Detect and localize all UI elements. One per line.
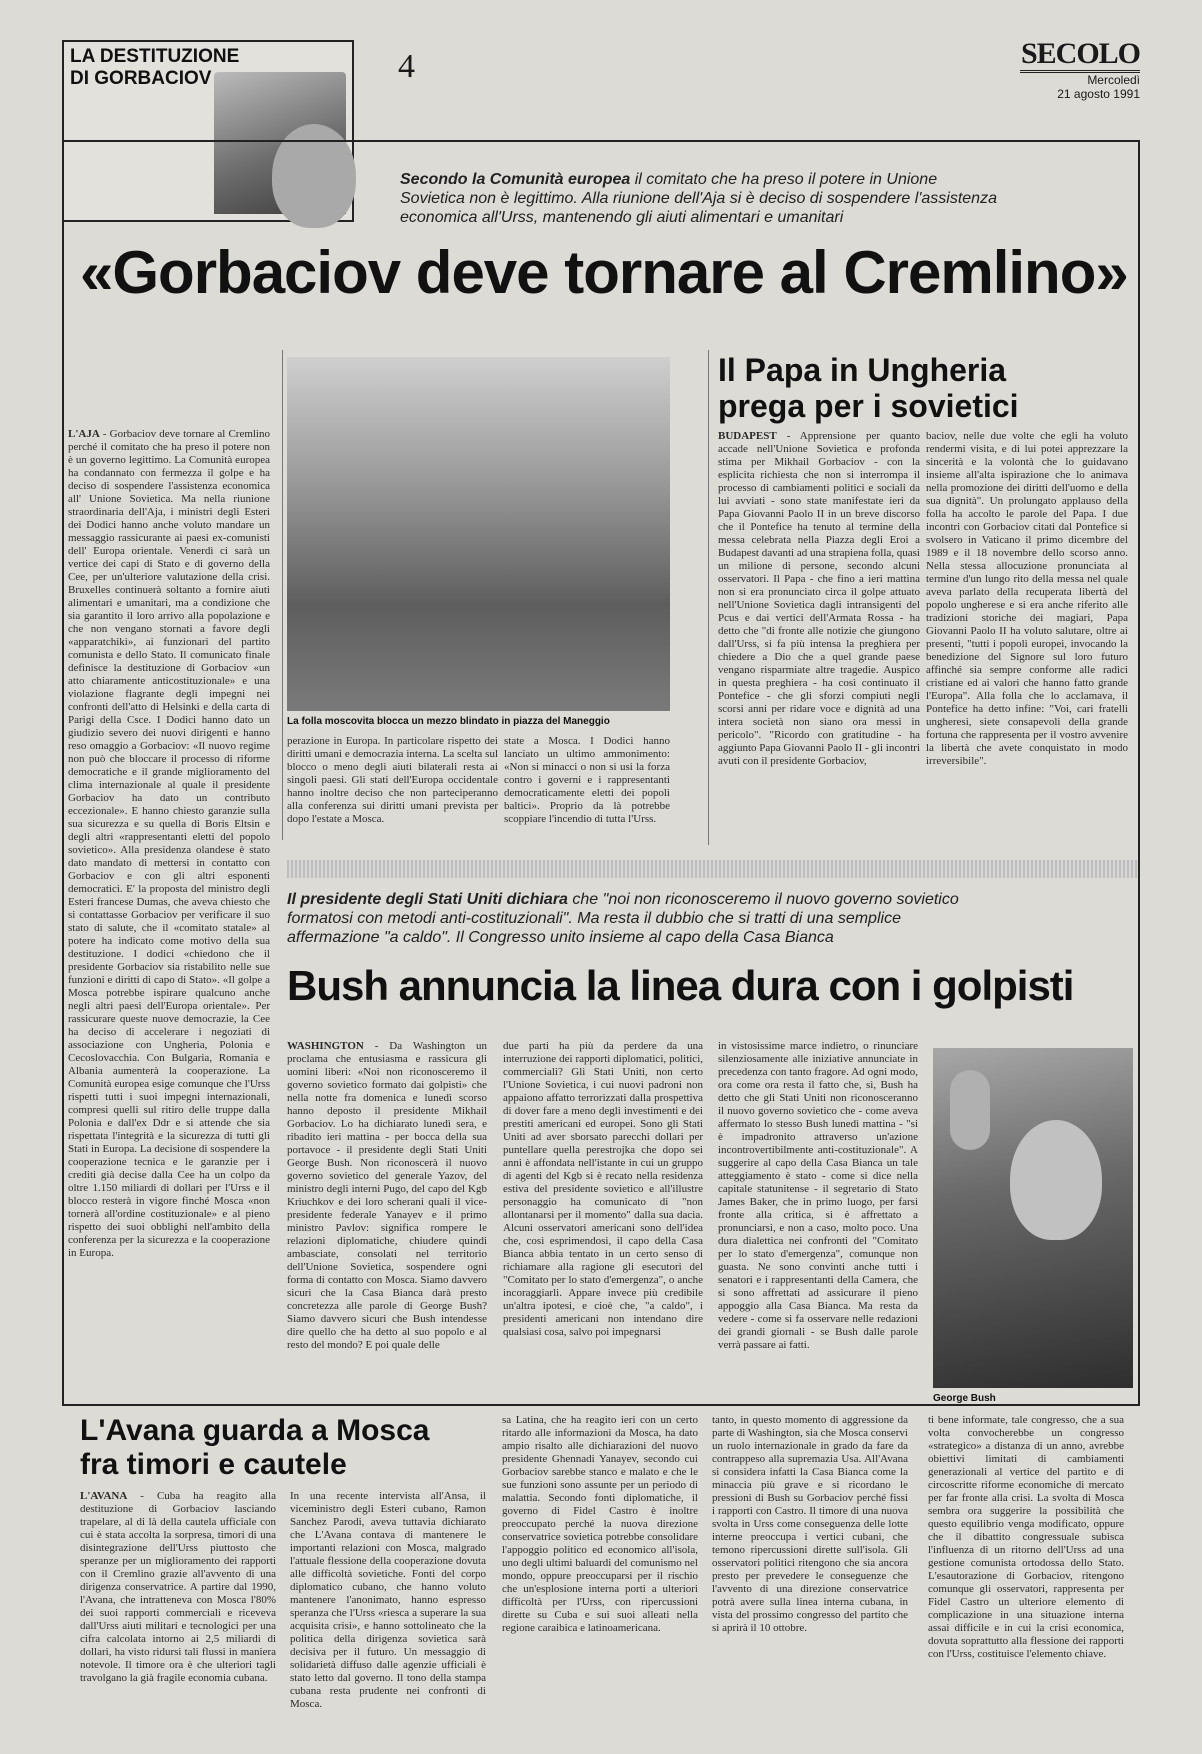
papa-dateline: BUDAPEST	[718, 430, 777, 442]
section-kicker-box	[62, 40, 354, 222]
main-column-1	[68, 428, 270, 1396]
main-dateline: L'AJA	[68, 428, 100, 440]
papa-headline	[718, 352, 1019, 424]
frame-left-rule	[62, 140, 64, 1405]
main-intro-rest: il comitato che ha preso il potere in Unione Sovietica non è legittimo. Alla riunione dell'Aja si è deciso di sospendere l'assistenza economica all'Urss, mantenendo gli aiuti alimentari e umanitari	[400, 171, 997, 226]
bush-column-1-text: - Da Washington un proclama che entusiasma e rassicura gli uomini liberi: «Noi non riconosceremo il governo sovietico formato dai golpisti» che nella notte fra domenica e lunedì scorso hanno deposto il presidente Mikhail Gorbaciov. Lo ha dichiarato lunedì sera, e ribadito ieri mattina - per bocca della sua portavoce - il presidente degli Stati Uniti George Bush. Non riconoscerà il nuovo governo sovietico del generale Yazov, del ministro degli interni Pugo, del capo del Kgb Kriuchkov e dei loro scherani quali il vice-presidente federale Yanayev e il primo ministro Pavlov: significa rompere le relazioni diplomatiche, chiudere quindi ambasciate, consolati nel territorio dell'Unione Sovietica, sospendere ogni forma di contatto con Mosca. Siamo davvero sicuri che la Casa Bianca darà presto concretezza alle parole di George Bush? Siamo davvero sicuri che Bush intendesse dire quello che ha detto al suo popolo e al resto del mondo? E poi quale delle	[287, 1040, 487, 1351]
bush-photo-caption: George Bush	[933, 1393, 996, 1404]
avana-column-5: ti bene informate, tale congresso, che a sua volta convocherebbe un congresso «strategico» a distanza di un anno, avrebbe obiettivi limitati di cambiamenti generazionali al vertice del partito e di circoscritte riforme economiche di mercato per far fronte alla crisi. La svolta di Mosca sembra ora suggerire la possibilità che questo equilibrio venga modificato, oppure che il dibattito congressuale subisca l'influenza di un ritorno dell'Urss ad una gestione comunista ortodossa dello Stato. L'esautorazione di Gorbaciov, ritengono comunque gli osservatori, rappresenta per Fidel Castro un ulteriore elemento di complicazione in una situazione interna assai difficile e in cui la crisi economica, dovuta soprattutto alla flessione dei rapporti con l'Urss, costituisce l'elemento chiave.	[928, 1414, 1124, 1660]
newspaper-name: SECOLO	[1020, 38, 1140, 73]
main-intro-bold: Secondo la Comunità europea	[400, 171, 631, 188]
papa-column-1	[718, 430, 920, 845]
avana-column-1-text: - Cuba ha reagito alla destituzione di Gorbaciov lasciando trapelare, al di là della cautela ufficiale con cui è stata accolta la sorpresa, timori di una disintegrazione dell'Urss piuttosto che speranze per un miglioramento dei rapporti con il Cremlino grazie all'avvento di una dirigenza conservatrice. A partire dal 1990, l'Avana, che intratteneva con Mosca l'80% dei suoi rapporti commerciali e riceveva dall'Urss aiuti militari e tecnologici per una cifra calcolata intorno ai 2,5 miliardi di dollari, ha visto ridursi tali flussi in maniera notevole. Il timore ora è che ulteriori tagli travolgano la già fragile economia cubana.	[80, 1490, 276, 1684]
main-intro	[400, 170, 1000, 227]
gorbaciov-portrait	[214, 72, 346, 214]
avana-column-2: In una recente intervista all'Ansa, il viceministro degli Esteri cubano, Ramon Sanchez Parodi, aveva tuttavia dichiarato che L'Avana contava di mantenere le importanti relazioni con Mosca, malgrado l'attuale flessione della cooperazione dovuta alle difficoltà sovietiche. Fonti del corpo diplomatico cubano, che hanno voluto mantenere l'anonimato, hanno espresso speranza che l'Urss «riesca a superare la sua acquisita crisi», e hanno sottolineato che la politica della dirigenza sovietica sarà decisiva per il futuro. Un messaggio di solidarietà diffuso dalle agenzie ufficiali è stato letto dal governo. Il tono della stampa cubana resta prudente nei confronti di Mosca.	[290, 1490, 486, 1710]
page-number: 4	[398, 48, 415, 85]
bottom-section-rule	[62, 1404, 1140, 1406]
bush-intro-rest: che "noi non riconosceremo il nuovo governo sovietico formatosi con metodi anti-costituzionali". Ma resta il dubbio che si tratti di una semplice affermazione "a caldo". Il Congresso unito insieme al capo della Casa Bianca	[287, 891, 959, 946]
crowd-photo	[287, 357, 670, 711]
papa-column-2: baciov, nelle due volte che egli ha voluto rendermi visita, e di lui potei apprezzare la sincerità e la volontà che lo guidavano insieme all'alta ispirazione che lo animava nella promozione dei diritti dell'uomo e della sua dignità". Un prolungato applauso della folla ha accolto le parole del Papa. I due incontri con Gorbaciov citati dal Pontefice si svolsero in Vaticano il primo dicembre del 1989 e il 18 novembre dello scorso anno. Nella stessa allocuzione pronunciata al termine d'un lungo rito della messa nel quale aveva parlato della recuperata libertà del popolo ungherese e si era anche riferito alle tradizioni storiche dei magiari, Papa Giovanni Paolo II ha voluto salutare, oltre ai presenti, "tutti i popoli europei, invocando la benedizione del Signore sul loro futuro affinché sia sempre conforme alle radici cristiane ed ai valori che hanno fatto grande l'Europa". Alla folla che lo acclamava, il Pontefice ha detto infine: "Voi, cari fratelli ungheresi, siete consapevoli della grande fortuna che rappresenta per il vostro avvenire la libertà che avete conquistato in modo irreversibile".	[926, 430, 1128, 767]
masthead	[1020, 38, 1140, 101]
frame-top-rule	[62, 140, 1140, 142]
bush-intro	[287, 890, 967, 947]
issue-date: 21 agosto 1991	[1057, 87, 1140, 101]
avana-column-3: sa Latina, che ha reagito ieri con un certo ritardo alle informazioni da Mosca, ha dato ampio risalto alle dichiarazioni del nuovo presidente Ghennadi Yanayev, secondo cui Gorbaciov sarebbe stanco e malato e che le sue funzioni sono assunte per un periodo di malattia. Secondo fonti diplomatiche, il governo di Fidel Castro è inoltre preoccupato perché la nuova direzione conservatrice sovietica potrebbe consolidare l'appoggio politico ed economico all'isola, uno degli ultimi baluardi del comunismo nel mondo, oppure preoccuparsi per il rischio che un'esplosione interna porti a ulteriori difficoltà per l'Urss, con ripercussioni dirette su Cuba e sui suoi alleati nella regione caraibica e latinoamericana.	[502, 1414, 698, 1634]
avana-column-1	[80, 1490, 276, 1734]
main-column-2: perazione in Europa. In particolare rispetto dei diritti umani e democrazia interna. La scelta sul blocco o meno degli aiuti bilaterali resta ai singoli paesi. Gli stati dell'Europa occidentale hanno inoltre deciso che non parteciperanno alla conferenza sui diritti umani prevista per dopo l'estate a Mosca.	[287, 735, 498, 825]
divider-band	[287, 860, 1138, 878]
avana-headline-line-1: L'Avana guarda a Mosca	[80, 1414, 430, 1447]
frame-right-rule	[1138, 140, 1140, 1405]
kicker-line-1: LA DESTITUZIONE	[70, 46, 240, 67]
papa-headline-line-1: Il Papa in Ungheria	[718, 352, 1007, 388]
main-column-3: state a Mosca. I Dodici hanno lanciato un ultimo ammonimento: «Non si minacci o non si usi la forza contro i governi e i rappresentanti democraticamente eletti dei popoli baltici». Proprio da là potrebbe scoppiare l'incendio di tutta l'Urss.	[504, 735, 670, 825]
bush-photo-hand	[950, 1070, 990, 1150]
avana-column-4: tanto, in questo momento di aggressione da parte di Washington, sia che Mosca conservi un ruolo internazionale in grado da fare da contrappeso alla supremazia Usa. All'Avana si considera infatti la Casa Bianca come la minaccia più grave e si ricordano le pressioni di Bush su Gorbaciov perché fissi i rapporti con Castro. Il timore di una nuova svolta in Urss come conseguenza delle lotte interne preoccupa i vertici cubani, che temono ripercussioni dirette sull'isola. Gli osservatori politici ritengono che sia ancora presto per prevedere le conseguenze che l'avvento di una direzione conservatrice potrà avere sulla linea interna cubana, in vista del prossimo congresso del partito che si aprirà il 10 ottobre.	[712, 1414, 908, 1634]
bush-headline: Bush annuncia la linea dura con i golpisti	[287, 962, 1074, 1009]
kicker-line-2: DI GORBACIOV	[70, 68, 212, 89]
papa-column-1-text: - Apprensione per quanto accade nell'Unione Sovietica e profonda stima per Mikhail Gorbaciov - con la esplicita richiesta che non si interrompa il processo di cambiamenti politici e sociali da lui avviati - sono state manifestate ieri da Papa Giovanni Paolo II in un breve discorso che il Pontefice ha tenuto al termine della messa celebrata nella Piazza degli Eroi a Budapest davanti ad una strapiena folla, quasi un milione di persone, secondo alcuni osservatori. Il Papa - che fino a ieri mattina non si era pronunciato circa il golpe attuato nell'Unione Sovietica dagli intransigenti del Pcus e dai vertici dell'Armata Rossa - ha detto che "di fronte alle notizie che giungono dall'Urss, si fa più intensa la preghiera per chiedere a Dio che a quel grande paese vengano risparmiate altre tragedie. Auspico in questa preghiera - ha così continuato il Pontefice - che gli sforzi compiuti negli scorsi anni per ridare voce e dignità ad una intera società non siano ora messi in pericolo". "Ricordo con gratitudine - ha aggiunto Papa Giovanni Paolo II - gli incontri avuti con il presidente Gorbaciov,	[718, 430, 920, 767]
avana-dateline: L'AVANA	[80, 1490, 128, 1502]
bush-intro-bold: Il presidente degli Stati Uniti dichiara	[287, 891, 568, 908]
crowd-photo-caption: La folla moscovita blocca un mezzo blindato in piazza del Maneggio	[287, 716, 610, 727]
avana-headline-line-2: fra timori e cautele	[80, 1448, 347, 1481]
main-col-rule	[282, 350, 283, 840]
main-column-1-text: - Gorbaciov deve tornare al Cremlino perché il comitato che ha preso il potere non è un governo legittimo. La Comunità europea ha condannato con fermezza il golpe e ha deciso di sospendere l'assistenza economica all' Unione Sovietica. Ma nella riunione straordinaria dell'Aja, i ministri degli Esteri dei Dodici hanno anche voluto mandare un messaggio rassicurante ai paesi ex-comunisti dell' Europa orientale. Venerdì ci sarà un vertice dei capi di Stato e di governo della Cee, per un'ulteriore valutazione della crisi. Bruxelles continuerà soltanto a fornire aiuti alimentari e umanitari, ma a condizione che sia garantito il loro arrivo alla popolazione e che non vengano stornati a favore degli «apparatchiki», ai funzionari del partito comunista e dello Stato. Il comunicato finale definisce la destituzione di Gorbaciov «un atto chiaramente anticostituzionale» e una violazione flagrante degli impegni nei confronti dell'atto di Helsinki e della carta di Parigi della Csce. I Dodici hanno dato un giudizio severo dei nuovi dirigenti e hanno reso omaggio a Gorbaciov: «Il nuovo regime non può che bloccare il processo di riforme democratiche e il grande miglioramento del clima internazionale al quale il presidente Gorbaciov ha dato un contributo eccezionale». E hanno chiesto garanzie sulla sua sicurezza e su quella di Boris Eltsin e degli altri «rappresentanti eletti del popolo sovietico». Alla presidenza olandese è stato dato mandato di mettersi in contatto con Gorbaciov e con gli altri esponenti democratici. E' la proposta del ministro degli Esteri francese Dumas, che aveva chiesto che si contattasse Gorbaciov per verificare il suo stato di salute, che il «comitato statale» al potere ha indicato come motivo della sua destituzione. I dodici «chiedono che il presidente Gorbaciov sia ristabilito nelle sue funzioni e diritti di capo di Stato». «Il golpe a Mosca potrebbe ispirare qualcuno anche negli altri paesi dell'Europa orientale». Per rassicurare queste nuove democrazie, la Cee ha deciso di accelerare i negoziati di associazione con Ungheria, Polonia e Cecoslovacchia. Con Bulgaria, Romania e Albania aumenterà la cooperazione. La Comunità europea esige comunque che l'Urss rispetti tutti i suoi impegni internazionali, compresi quelli sul ritiro delle truppe dalla Polonia e dall'ex Ddr e si attende che sia rispettata l'integrità e la sicurezza di tutti gli Stati in Europa. La decisione di sospendere la cooperazione tecnica e le garanzie per i crediti già decise dalla Cee ha un colpo da oltre 1.150 miliardi di dollari per l'Urss e il blocco resterà in vigore finché Mosca «non tornerà all'ordine costituzionale» e al pieno rispetto dei suoi obblighi nell'ambito della conferenza per la sicurezza e la cooperazione in Europa.	[68, 428, 270, 1259]
issue-weekday: Mercoledì	[1087, 73, 1140, 87]
bush-column-3: in vistosissime marce indietro, o rinunciare silenziosamente alle iniziative annunciate in precedenza con tanto fragore. Ad ogni modo, ora come ora resta il fatto che, sì, Bush ha detto che gli Stati Uniti non riconosceranno il nuovo governo sovietico che - come aveva affermato lo stesso Bush lunedì mattina - "si è impadronito attraverso un'azione incontrovertibilmente anti-costituzionale". A suggerire al capo della Casa Bianca un tale atteggiamento è stato - come si dice nella capitale statunitense - il segretario di Stato James Baker, che in primo luogo, per farsi fronte alla critica, si è affrettato a pronunciarsi, e non a caso, molto poco. Una dura dialettica nei confronti del "Comitato per lo stato d'emergenza", comunque non guasta. Ne sono convinti anche tutti i senatori e i rappresentanti della Camera, che si sono affrettati ad assicurare il pieno appoggio alla Casa Bianca. Ma resta da vedere - come si fa osservare nelle redazioni dei grandi giornali - se Bush dalle parole verrà passare ai fatti.	[718, 1040, 918, 1351]
bush-column-2: due parti ha più da perdere da una interruzione dei rapporti diplomatici, politici, commerciali? Gli Stati Uniti, non certo l'Unione Sovietica, i cui nuovi padroni non appaiono affatto terrorizzati dalla prospettiva di dover fare a meno degli investimenti e dei prestiti americani ed europei. Sono gli Stati Uniti ad aver sborsato parecchi dollari per puntellare quella perestrojka che dopo sei anni è affondata nell'istante in cui un gruppo di agenti del Kgb si è recato nella residenza estiva del presidente sovietico e all'illustre personaggio ha comunicato di "non allontanarsi per il momento" dalla sua dacia. Alcuni osservatori americani sono dell'idea che, così esprimendosi, il capo della Casa Bianca abbia tentato in un certo senso di richiamare alla ragione gli esecutori del "Comitato per lo stato d'emergenza", o anche incoraggiarli. Appare invece più credibile un'altra ipotesi, e cioè che, "a caldo", i presidenti americani non intendano dire qualsiasi cosa, salvo poi impegnarsi	[503, 1040, 703, 1338]
main-headline: «Gorbaciov deve tornare al Cremlino»	[80, 239, 1128, 306]
bush-dateline: WASHINGTON	[287, 1040, 364, 1052]
bush-photo-face	[1010, 1120, 1102, 1240]
papa-col-rule	[708, 350, 709, 845]
avana-headline	[80, 1414, 429, 1482]
papa-headline-line-2: prega per i sovietici	[718, 388, 1019, 424]
bush-column-1	[287, 1040, 487, 1392]
